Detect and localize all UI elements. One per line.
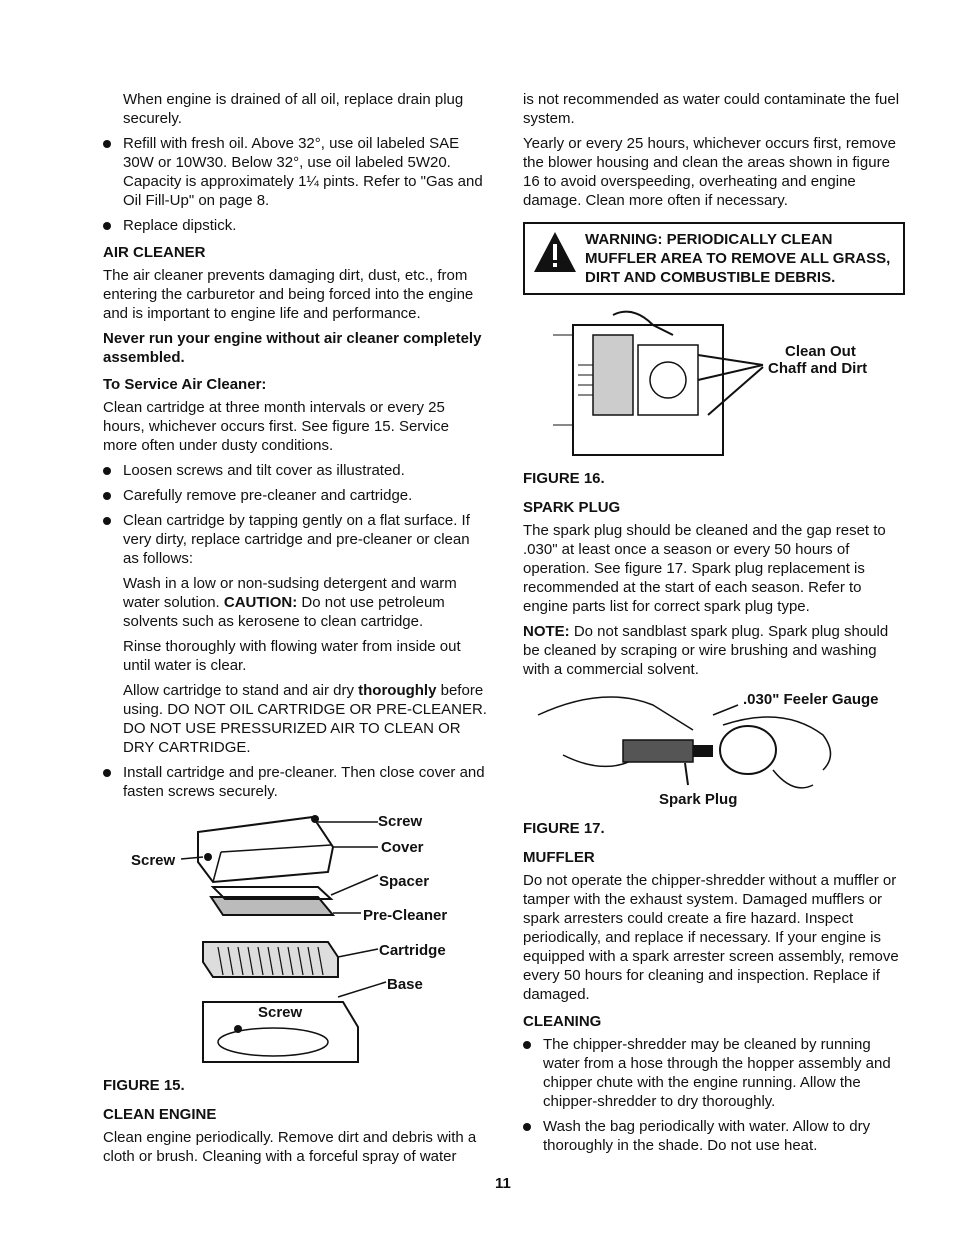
bullet-dot — [523, 1123, 531, 1131]
spark-plug-label: Spark Plug — [659, 791, 738, 808]
muffler-paragraph: Do not operate the chipper-shredder without a muffler or tamper with the exhaust system. Damaged mufflers or spark arresters could create a fire hazard. Inspect periodically, and replace if necessary. If your engine is equipped with a spark arrester screen assembly, remove every 50 hours for cleaning and inspection. Replace if damaged. — [523, 872, 899, 1003]
left-column — [103, 90, 487, 1172]
spark-plug-paragraph: The spark plug should be cleaned and the gap reset to .030" at least once a season or every 50 hours of operation. See figure 17. Spark plug replacement is recommended at the start of each season. Refer to engine parts list for correct spark plug type. — [523, 522, 886, 615]
clean-engine-heading: CLEAN ENGINE — [103, 1106, 217, 1123]
cartridge-label: Cartridge — [379, 942, 446, 959]
bullet-dot — [103, 467, 111, 475]
pre-cleaner-label: Pre-Cleaner — [363, 907, 448, 924]
bullet-loosen: Loosen screws and tilt cover as illustrated. — [103, 461, 487, 480]
note-paragraph: NOTE: Do not sandblast spark plug. Spark plug should be cleaned by scraping or wire brushing and washing with a commercial solvent. — [523, 623, 889, 678]
bullet-dot — [523, 1041, 531, 1049]
cover-label: Cover — [381, 839, 424, 856]
feeler-gauge-label: .030" Feeler Gauge — [743, 691, 879, 708]
figure-16 — [523, 305, 905, 465]
figure-17-caption: FIGURE 17. — [523, 820, 605, 837]
bullet-clean: Clean cartridge by tapping gently on a flat surface. If very dirty, replace cartridge and pre-cleaner or clean as follows: — [103, 511, 487, 568]
bullet-bag: Wash the bag periodically with water. Allow to dry thoroughly in the shade. Do not use heat. — [523, 1117, 905, 1155]
bullet-remove: Carefully remove pre-cleaner and cartridge. — [103, 486, 487, 505]
muffler-heading: MUFFLER — [523, 849, 595, 866]
spacer-label: Spacer — [379, 873, 430, 890]
screw-label: Screw — [378, 813, 423, 830]
chaff-dirt-label: Chaff and Dirt — [768, 360, 868, 377]
continued-paragraph: is not recommended as water could contaminate the fuel system. — [523, 91, 900, 127]
figure-15-caption: FIGURE 15. — [103, 1077, 185, 1094]
warning-box — [523, 222, 905, 295]
oil-drain-paragraph: When engine is drained of all oil, replace drain plug securely. — [123, 91, 464, 127]
figure-15 — [103, 807, 487, 1072]
figure-17 — [523, 685, 905, 815]
engine-illustration — [523, 305, 905, 465]
air-cleaner-warning: Never run your engine without air cleaner completely assembled. — [103, 330, 482, 366]
allow-dry-paragraph: Allow cartridge to stand and air dry thoroughly before using. DO NOT OIL CARTRIDGE OR PRE-CLEANER. DO NOT USE PRESSURIZED AIR TO CLEAN OR DRY CARTRIDGE. — [123, 682, 487, 756]
bullet-hose: The chipper-shredder may be cleaned by running water from a hose through the hopper assembly and chipper chute with the engine running. Allow the chipper-shredder to dry thoroughly. — [523, 1035, 905, 1111]
air-cleaner-illustration — [103, 807, 487, 1072]
warning-text: WARNING: PERIODICALLY CLEAN MUFFLER AREA TO REMOVE ALL GRASS, DIRT AND COMBUSTIBLE DEBRIS. — [585, 231, 891, 286]
bullet-dot — [103, 769, 111, 777]
bullet-dot — [103, 517, 111, 525]
bullet-refill: Refill with fresh oil. Above 32°, use oil labeled SAE 30W or 10W30. Below 32°, use oil labeled 5W20. Capacity is approximately 1¼ pints. Refer to "Gas and Oil Fill-Up" on page 8. — [103, 134, 487, 210]
screw-label: Screw — [258, 1004, 303, 1021]
bullet-dot — [103, 492, 111, 500]
wash-paragraph: Wash in a low or non-sudsing detergent and warm water solution. CAUTION: Do not use petroleum solvents such as kerosene to clean cartridge. — [123, 575, 457, 630]
spark-plug-heading: SPARK PLUG — [523, 499, 621, 516]
service-paragraph: Clean cartridge at three month intervals or every 25 hours, whichever occurs first. See figure 15. Service more often under dusty conditions. — [103, 399, 449, 454]
clean-engine-paragraph: Clean engine periodically. Remove dirt and debris with a cloth or brush. Cleaning with a forceful spray of water — [103, 1129, 477, 1165]
bullet-dot — [103, 140, 111, 148]
figure-16-caption: FIGURE 16. — [523, 470, 605, 487]
warning-triangle-icon — [533, 230, 577, 274]
rinse-paragraph: Rinse thoroughly with flowing water from inside out until water is clear. — [123, 638, 461, 674]
yearly-paragraph: Yearly or every 25 hours, whichever occurs first, remove the blower housing and clean the areas shown in figure 16 to avoid overspeeding, overheating and engine damage. Clean more often if necessary. — [523, 135, 896, 209]
cleaning-heading: CLEANING — [523, 1013, 602, 1030]
clean-out-label: Clean Out — [785, 343, 856, 360]
page-number: 11 — [495, 1175, 511, 1192]
service-heading: To Service Air Cleaner: — [103, 376, 267, 393]
screw-label: Screw — [131, 852, 176, 869]
bullet-dipstick: Replace dipstick. — [103, 216, 487, 235]
bullet-install: Install cartridge and pre-cleaner. Then close cover and fasten screws securely. — [103, 763, 487, 801]
base-label: Base — [387, 976, 423, 993]
bullet-dot — [103, 222, 111, 230]
right-column — [523, 90, 905, 1161]
air-cleaner-heading: AIR CLEANER — [103, 244, 206, 261]
air-cleaner-paragraph: The air cleaner prevents damaging dirt, dust, etc., from entering the carburetor and being forced into the engine and is important to engine life and performance. — [103, 267, 474, 322]
